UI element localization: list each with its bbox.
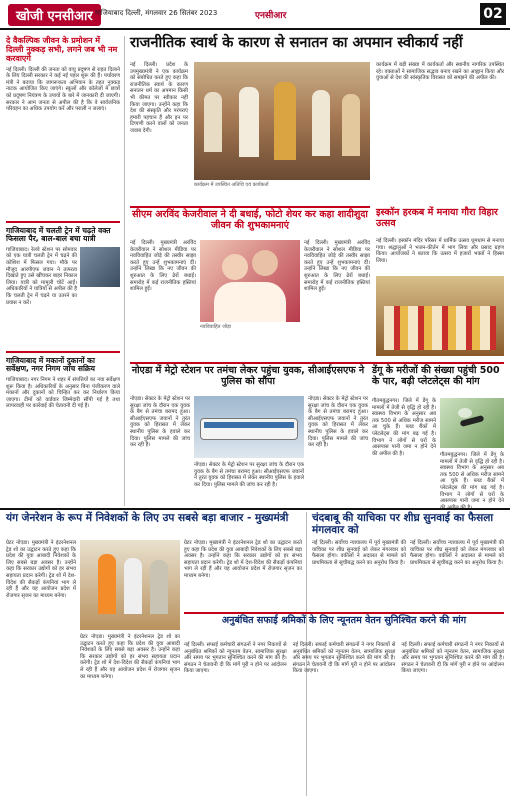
divider — [130, 362, 504, 364]
metro-body-continued: नोएडा। सेक्टर के मेट्रो स्टेशन पर सुरक्षा जांच के दौरान एक युवक के बैग से तमंचा बरामद हुआ। सीआईएसएफ जवानों ने तुरंत युवक को हिरासत में लेकर स्थानीय पुलिस के हवाले कर दिया। पुलिस मामले की जांच कर रही है। — [194, 462, 304, 488]
couple-photo — [200, 240, 300, 322]
dengue-body-continued: गौतमबुद्धनगर। जिले में डेंगू के मामलों में तेजी से वृद्धि हो रही है। स्वास्थ्य विभाग के अनुसार अब तक 500 से अधिक मरीज सामने आ चुके हैं। ब्लड बैंकों में प्लेटलेट्स की मांग बढ़ गई है। विभाग ने लोगों से घरों के आसपास पानी जमा न होने देने — [440, 452, 504, 505]
bottom-left-body-col3: ग्रेटर नोएडा। मुख्यमंत्री ने इंटरनेशनल ट्रेड शो का उद्घाटन करते हुए कहा कि प्रदेश की युवा आबादी निवेशकों के लिए सबसे बड़ा अवसर है। उन्होंने कहा कि सरकार उद्योगों को हर संभव सहायता प्रदान करेगी। ट्रेड शो में देश-विदेश की सैकड़ों कंपनियां भाग ले रही हैं और यह आयोजन प्रदेश में रोजगार सृजन का माध्यम बनेगा। — [184, 540, 302, 579]
mid-caption: नवविवाहित जोड़ा — [200, 324, 232, 330]
publication-name: खोजी एनसीआर — [8, 4, 101, 26]
story1-body: नई दिल्ली। दिल्ली की जनता को वायु प्रदूषण से राहत दिलाने के लिए दिल्ली सरकार ने कई नई पहल शुरू की हैं। पर्यावरण मंत्री ने बताया कि जागरूकता अभियान के तहत नुक्कड़ नाटक आयोजित किए जाएंगे। स्कूलों और कॉलेजों में छात्रों को प्रदूषण नियंत्रण के उपायों के बारे में जानकारी दी जाएगी। सरकार ने आम जनता से अपील की है कि वे सार्वजनिक परिवहन का अधिक उपयोग करें और पराली न जलाएं। — [6, 66, 120, 113]
divider — [130, 206, 370, 208]
wage-body-continued: नई दिल्ली। सफाई कर्मचारी संगठनों ने नगर निकायों से अनुबंधित श्रमिकों को न्यूनतम वेतन, सामाजिक सुरक्षा और समय पर भुगतान सुनिश्चित करने की मांग की है। संगठन ने चेतावनी दी कि मांगें पूरी न होने पर आंदोलन किया जाएगा। — [292, 642, 396, 675]
metro-body-col3: नोएडा। सेक्टर के मेट्रो स्टेशन पर सुरक्षा जांच के दौरान एक युवक के बैग से तमंचा बरामद हुआ। सीआईएसएफ जवानों ने तुरंत युवक को हिरासत में लेकर स्थानीय पुलिस के हवाले कर दिया। पुलिस मामले की जांच कर रही है। — [308, 396, 368, 449]
divider — [6, 351, 120, 353]
dengue-body: गौतमबुद्धनगर। जिले में डेंगू के मामलों में तेजी से वृद्धि हो रही है। स्वास्थ्य विभाग के अनुसार अब तक 500 से अधिक मरीज सामने आ चुके हैं। ब्लड बैंकों में प्लेटलेट्स की मांग बढ़ गई है। विभाग ने लोगों से घरों के आसपास पानी जमा न होने देने की अपील की है। — [372, 398, 436, 457]
dengue-headline: डेंगू के मरीजों की संख्या पहुंची 500 के पार, बढ़ी प्लेटलेट्स की मांग — [372, 365, 500, 387]
story2-photo — [80, 247, 120, 287]
bottom-left-body: ग्रेटर नोएडा। मुख्यमंत्री ने इंटरनेशनल ट्रेड शो का उद्घाटन करते हुए कहा कि प्रदेश की युवा आबादी निवेशकों के लिए सबसे बड़ा अवसर है। उन्होंने कहा कि सरकार उद्योगों को हर संभव सहायता प्रदान करेगी। ट्रेड शो में देश-विदेश की सैकड़ों कंपनियां भाग ले रही हैं और यह आयोजन प्रदेश में रोजगार सृजन का माध्यम बनेगा। — [6, 540, 76, 599]
bottom-left-body-continued: ग्रेटर नोएडा। मुख्यमंत्री ने इंटरनेशनल ट्रेड शो का उद्घाटन करते हुए कहा कि प्रदेश की युवा आबादी निवेशकों के लिए सबसे बड़ा अवसर है। उन्होंने कहा कि सरकार उद्योगों को हर संभव सहायता प्रदान करेगी। ट्रेड शो में देश-विदेश की सैकड़ों कंपनियां भाग ले रही हैं और यह आयोजन प्रदेश में रोजगार सृजन का माध्यम बनेगा। — [80, 634, 180, 680]
right-body: नई दिल्ली। इस्कॉन मंदिर परिसर में धार्मिक उत्सव धूमधाम से मनाया गया। श्रद्धालुओं ने भजन-कीर्तन में भाग लिया और प्रसाद ग्रहण किया। आयोजकों ने बताया कि उत्सव में हजारों भक्तों ने हिस्सा लिया। — [376, 238, 504, 264]
bottom-right-body-continued: नई दिल्ली। सर्वोच्च न्यायालय में पूर्व मुख्यमंत्री की याचिका पर शीघ्र सुनवाई को लेकर मंगलवार को फैसला होगा। वकीलों ने अदालत से मामले को प्राथमिकता से सूचीबद्ध करने का अनुरोध किया है। — [410, 540, 504, 566]
metro-photo — [194, 396, 304, 458]
wage-columns — [184, 642, 504, 796]
masthead — [0, 0, 510, 30]
edition-line: गाजियाबाद दिल्ली, मंगलवार 26 सितंबर 2023 — [95, 9, 218, 17]
festival-photo — [376, 276, 504, 356]
wage-body: नई दिल्ली। सफाई कर्मचारी संगठनों ने नगर निकायों से अनुबंधित श्रमिकों को न्यूनतम वेतन, सामाजिक सुरक्षा और समय पर भुगतान सुनिश्चित करने की मांग की है। संगठन ने चेतावनी दी कि मांगें पूरी न होने पर आंदोलन किया जाएगा। — [184, 642, 287, 675]
story1-headline: दे वैकल्पिक जीवन के प्रमोशन में दिल्ली नुक्कड़ सभी, लगने जब भी नम करवाएगे — [6, 36, 118, 64]
lead-caption: कार्यक्रम में उपस्थित अतिथि एवं कार्यकर्ता — [194, 182, 269, 188]
wage-body-col3: नई दिल्ली। सफाई कर्मचारी संगठनों ने नगर निकायों से अनुबंधित श्रमिकों को न्यूनतम वेतन, सामाजिक सुरक्षा और समय पर भुगतान सुनिश्चित करने की मांग की है। संगठन ने चेतावनी दी कि मांगें पूरी न होने पर आंदोलन किया जाएगा। — [401, 642, 505, 675]
mid-headline: सीएम अरविंद केजरीवाल ने दी बधाई, फोटो शेयर कर कहा शादीशुदा जीवन की शुभकामनाएं — [132, 209, 368, 231]
cm-photo — [80, 540, 180, 630]
metro-body: नोएडा। सेक्टर के मेट्रो स्टेशन पर सुरक्षा जांच के दौरान एक युवक के बैग से तमंचा बरामद हुआ। सीआईएसएफ जवानों ने तुरंत युवक को हिरासत में लेकर स्थानीय पुलिस के हवाले कर दिया। पुलिस मामले की जांच कर रही है। — [130, 396, 190, 449]
story2-body: गाजियाबाद। रेलवे स्टेशन पर सोमवार को एक यात्री चलती ट्रेन में चढ़ने की कोशिश में फिसल गया। मौके पर मौजूद आरपीएफ जवान ने तत्परता दिखाते हुए उसे खींचकर बाहर निकाल लिया। यात्री को मामूली चोटें आईं। अधिकारियों ने यात्रियों से अपील की है कि चलती ट्रेन में चढ़ने या उतरने का प्रयास न करें। — [6, 246, 77, 306]
story2-headline: गाजियाबाद में चलती ट्रेन में चढ़ते वक्त फिसला पैर, बाल-बाल बचा यात्री — [6, 225, 111, 244]
lead-headline: राजनीतिक स्वार्थ के कारण से सनातन का अपमान स्वीकार्य नहीं — [130, 35, 463, 51]
mid-body-continued: नई दिल्ली। मुख्यमंत्री अरविंद केजरीवाल ने सोशल मीडिया पर नवविवाहित जोड़े की तस्वीर साझा करते हुए उन्हें शुभकामनाएं दीं। उन्होंने लिखा कि नए जीवन की शुरुआत के लिए ढेरों बधाई। समारोह में कई राजनीतिक हस्तियां शामिल हुईं। — [304, 240, 370, 293]
left-column — [6, 36, 120, 506]
column-divider — [124, 36, 125, 506]
lead-body: नई दिल्ली। प्रदेश के उपमुख्यमंत्री ने एक कार्यक्रम को संबोधित करते हुए कहा कि राजनीतिक स्वार्थ के कारण सनातन धर्म का अपमान किसी भी कीमत पर स्वीकार नहीं किया जाएगा। उन्होंने कहा कि देश की संस्कृति और परंपराएं हमारी पहचान हैं और इन पर टिप्पणी करने वालों को जनता जवाब देगी। — [130, 62, 188, 134]
divider — [6, 221, 120, 223]
story3-body: गाजियाबाद। नगर निगम ने शहर में संपत्तियों का नया सर्वेक्षण शुरू किया है। अधिकारियों के अनुसार बिना पंजीकरण वाले मकानों और दुकानों को चिन्हित कर कर निर्धारण किया जाएगा। टीमों को वार्डवार जिम्मेदारी सौंपी गई है तथा लापरवाही पर कार्रवाई की चेतावनी दी गई है। — [6, 377, 120, 410]
bottom-right-headline: चंदबाबू की याचिका पर शीघ्र सुनवाई का फैसला मंगलवार को — [312, 512, 494, 537]
wage-headline: अनुबंधित सफाई श्रमिकों के लिए न्यूनतम वेतन सुनिश्चित करने की मांग — [221, 615, 467, 626]
bottom-right-body: नई दिल्ली। सर्वोच्च न्यायालय में पूर्व मुख्यमंत्री की याचिका पर शीघ्र सुनवाई को लेकर मंगलवार को फैसला होगा। वकीलों ने अदालत से मामले को प्राथमिकता से सूचीबद्ध करने का अनुरोध किया है। — [312, 540, 406, 566]
lead-photo — [194, 62, 370, 180]
metro-headline: नोएडा में मेट्रो स्टेशन पर तमंचा लेकर पहुंचा युवक, सीआईएसएफ ने पुलिस को सौंपा — [131, 365, 365, 387]
section-name: एनसीआर — [255, 11, 287, 21]
mid-body: नई दिल्ली। मुख्यमंत्री अरविंद केजरीवाल ने सोशल मीडिया पर नवविवाहित जोड़े की तस्वीर साझा करते हुए उन्हें शुभकामनाएं दीं। उन्होंने लिखा कि नए जीवन की शुरुआत के लिए ढेरों बधाई। समारोह में कई राजनीतिक हस्तियां शामिल हुईं। — [130, 240, 196, 293]
divider — [184, 612, 504, 614]
page-number: 02 — [480, 3, 506, 25]
section-rule — [0, 508, 510, 510]
mosquito-photo — [440, 398, 504, 448]
bottom-left-headline: यंग जेनरेशन के रूप में निवेशकों के लिए उप सबसे बड़ा बाजार - मुख्यमंत्री — [6, 512, 289, 524]
story3-headline: गाजियाबाद में मकानों दुकानों का सर्वेक्षण, नगर निगम जांच सक्रिय — [6, 355, 95, 374]
right-headline: इस्कॉन हरकब में मनाया गौरा विहार उत्सव — [376, 207, 498, 229]
lead-body-continued: कार्यक्रम में बड़ी संख्या में कार्यकर्ता और स्थानीय नागरिक उपस्थित रहे। वक्ताओं ने सामाजिक सद्भाव बनाए रखने का आह्वान किया और युवाओं से देश की सांस्कृतिक विरासत को समझने की अपील की। — [376, 62, 504, 82]
